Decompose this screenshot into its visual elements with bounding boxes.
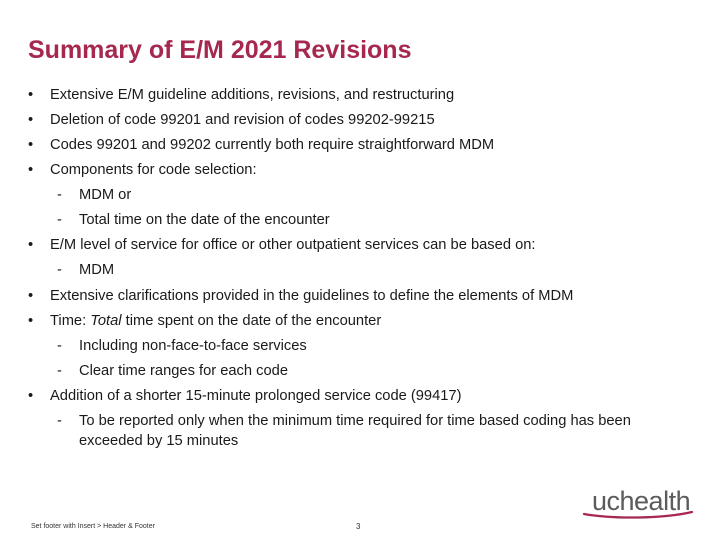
bullet-text: MDM	[79, 262, 115, 278]
bullet-text: Including non-face-to-face services	[79, 338, 307, 354]
dash-marker: -	[57, 212, 62, 228]
bullet-marker: •	[28, 388, 34, 404]
bullet-marker: •	[28, 162, 34, 178]
bullet-text: MDM or	[79, 187, 132, 203]
text-prefix: Time:	[50, 313, 91, 329]
bullet-marker: •	[28, 87, 34, 103]
bullet-text: Components for code selection:	[50, 162, 257, 178]
uchealth-logo	[582, 486, 694, 520]
text-emphasis: Total	[90, 313, 122, 329]
bullet-marker: •	[28, 288, 34, 304]
bullet-text: Deletion of code 99201 and revision of codes 99202-99215	[50, 112, 435, 128]
bullet-text: Total time on the date of the encounter	[79, 212, 330, 228]
dash-marker: -	[57, 187, 62, 203]
bullet-marker: •	[28, 237, 34, 253]
slide-title: Summary of E/M 2021 Revisions	[28, 36, 412, 64]
bullet-text: Codes 99201 and 99202 currently both require straightforward MDM	[50, 137, 495, 153]
bullet-text: Extensive E/M guideline additions, revisions, and restructuring	[50, 87, 455, 103]
dash-marker: -	[57, 262, 62, 278]
bullet-text: E/M level of service for office or other outpatient services can be based on:	[50, 237, 536, 253]
bullet-marker: •	[28, 313, 34, 329]
bullet-text: Addition of a shorter 15-minute prolonged service code (99417)	[50, 388, 462, 404]
bullet-text: To be reported only when the minimum time required for time based coding has been exceeded by 15 minutes	[79, 413, 631, 449]
dash-marker: -	[57, 363, 62, 379]
page-number: 3	[356, 522, 361, 531]
bullet-marker: •	[28, 137, 34, 153]
bullet-text: Extensive clarifications provided in the guidelines to define the elements of MDM	[50, 288, 574, 304]
dash-marker: -	[57, 413, 62, 429]
bullet-text: Clear time ranges for each code	[79, 363, 288, 379]
bullet-text	[50, 311, 381, 331]
footer-note: Set footer with Insert > Header & Footer	[31, 523, 155, 530]
bullet-marker: •	[28, 112, 34, 128]
logo-text: uchealth	[592, 486, 691, 516]
text-suffix: time spent on the date of the encounter	[121, 313, 382, 329]
dash-marker: -	[57, 338, 62, 354]
